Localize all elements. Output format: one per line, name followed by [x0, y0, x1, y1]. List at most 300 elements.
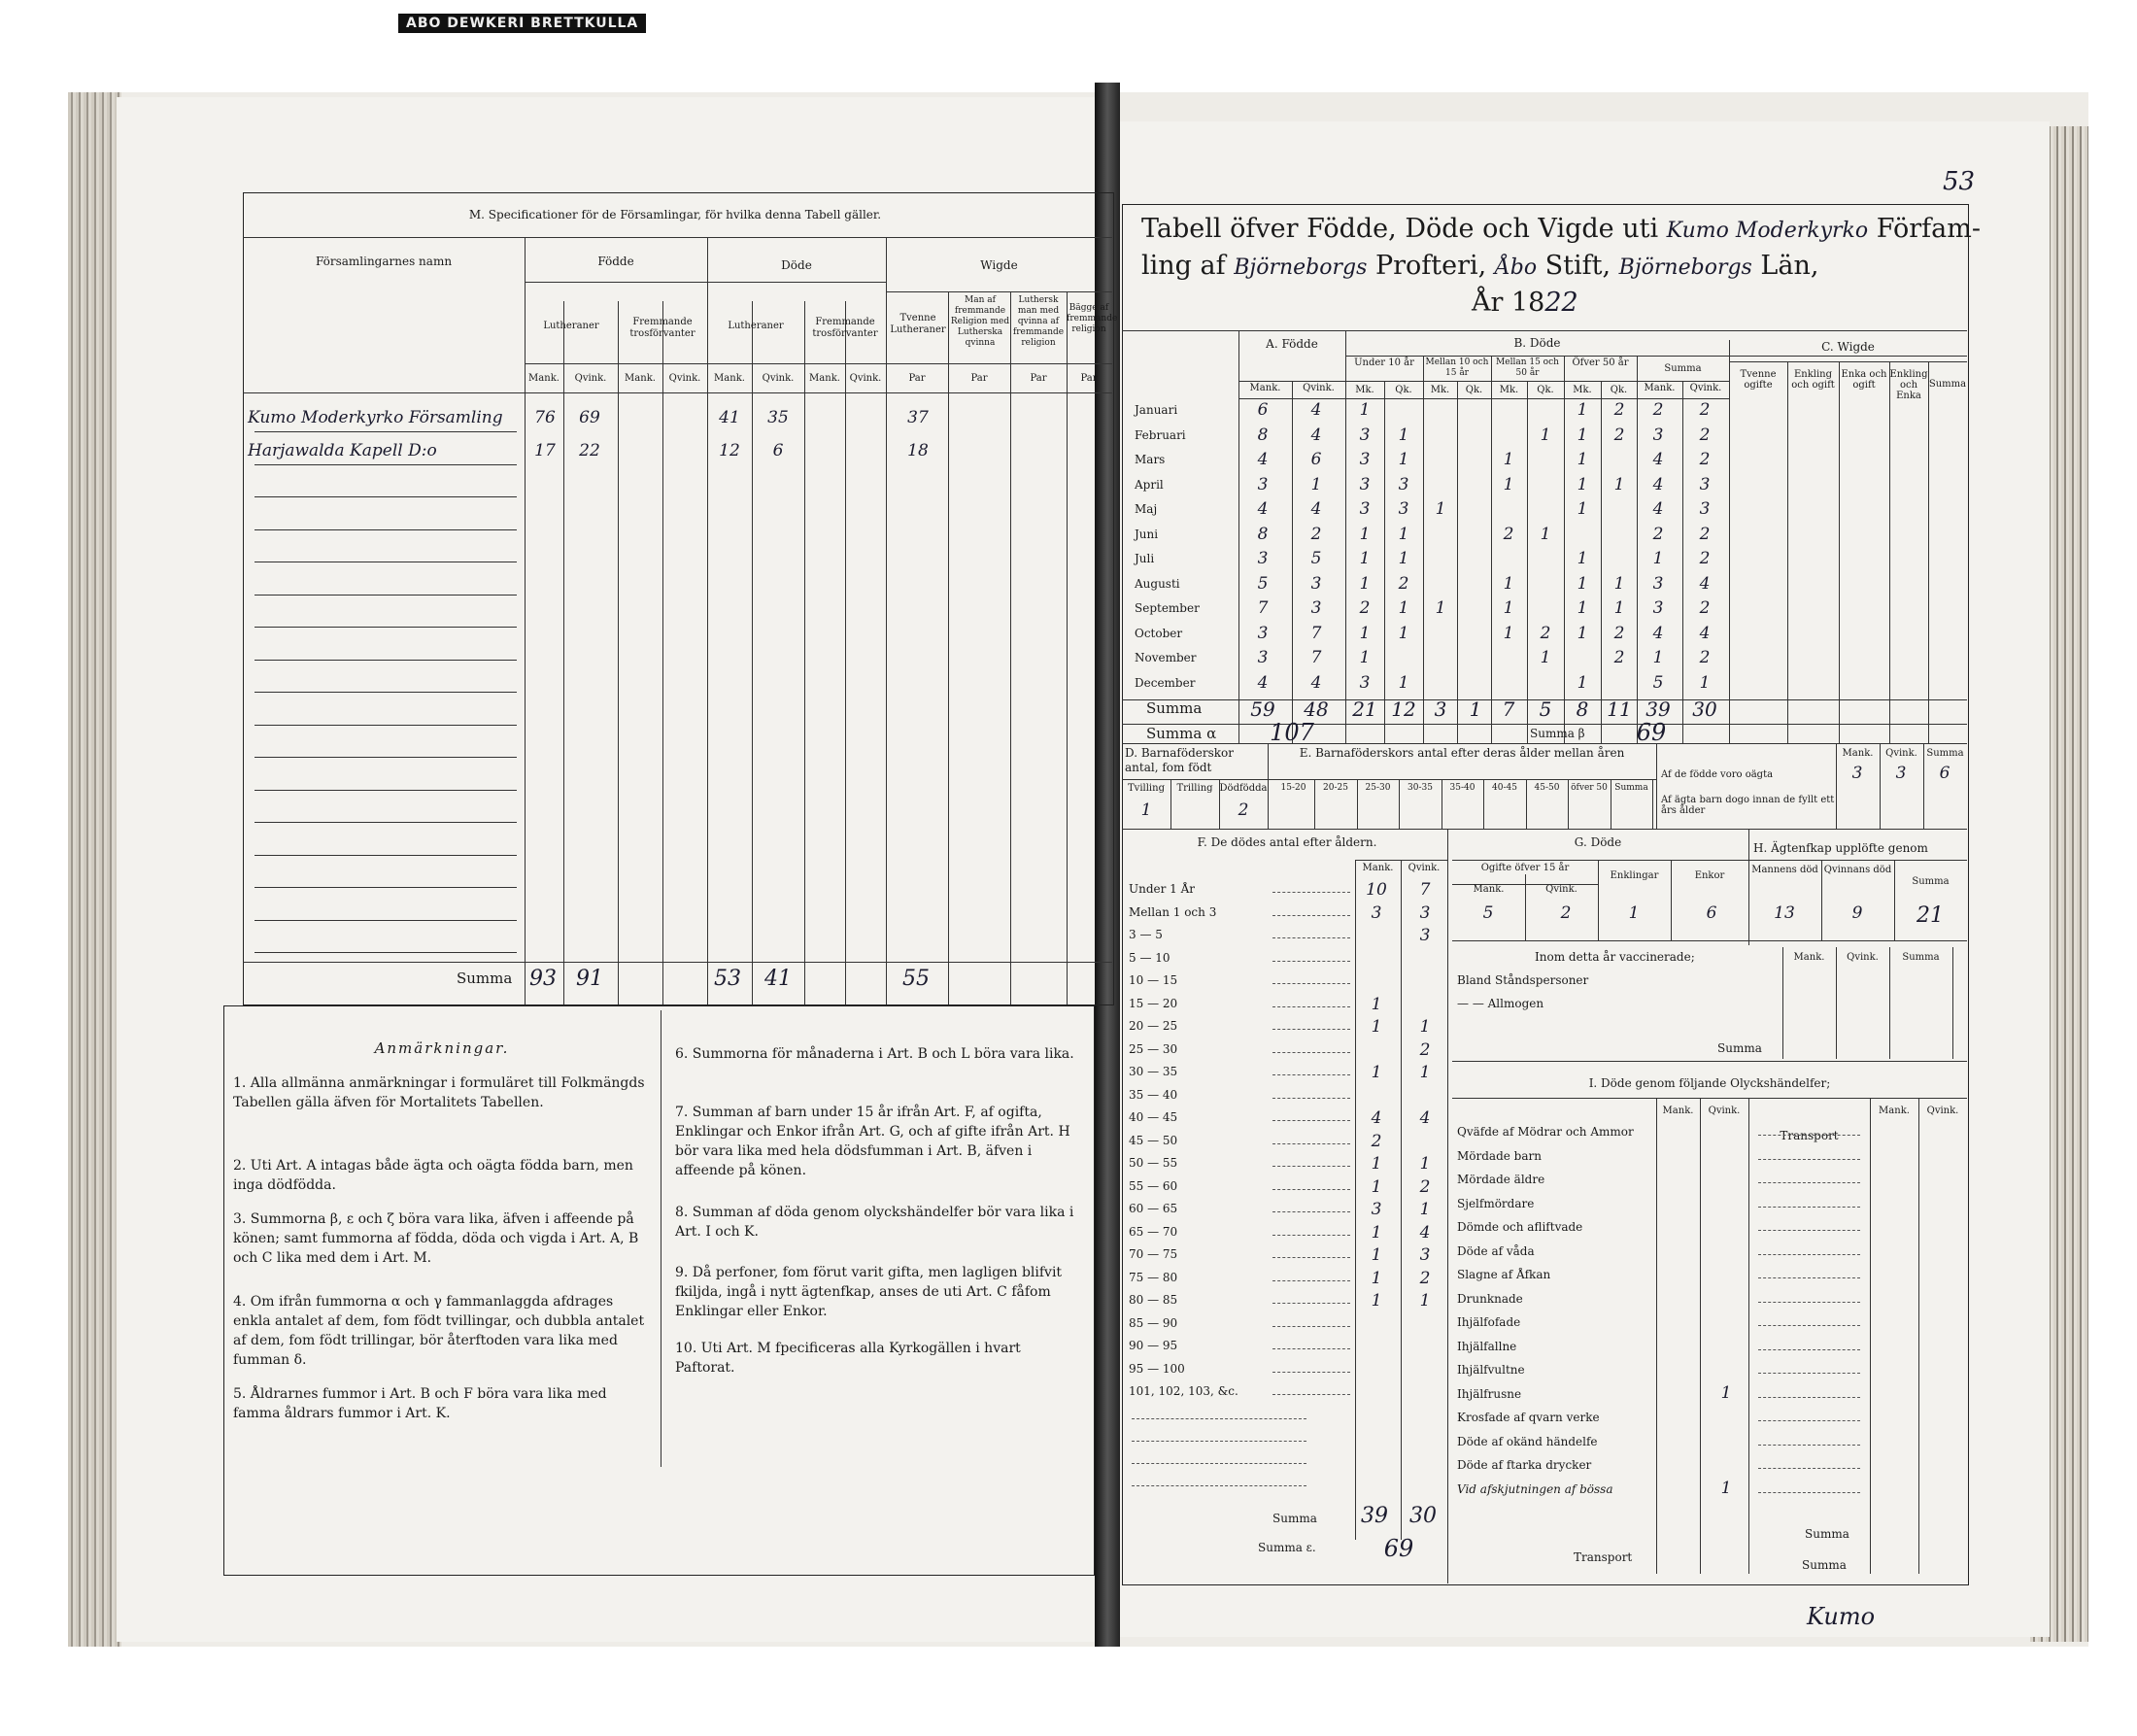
month-summa: 2 — [1699, 598, 1711, 618]
g-ogifte-mank: 5 — [1482, 903, 1494, 923]
m-row-line — [254, 660, 517, 661]
month-fodde: 4 — [1257, 672, 1269, 693]
month-dode: 1 — [1540, 425, 1551, 445]
month-dode: 1 — [1398, 623, 1409, 643]
month-dode: 1 — [1577, 425, 1588, 445]
f-value-qvink: 4 — [1419, 1108, 1431, 1128]
summa-dode: 8 — [1576, 698, 1589, 721]
m-lutheraner-dode: Lutheraner — [728, 321, 784, 331]
summa-fodde: 48 — [1304, 698, 1329, 721]
month-fodde: 3 — [1257, 474, 1269, 494]
summa-dode: 1 — [1469, 698, 1482, 721]
i-row-label: Ihjälfrusne — [1457, 1386, 1522, 1401]
m-summa-wigde: 55 — [902, 967, 930, 991]
title2-prosteri: Björneborgs — [1234, 255, 1368, 280]
month-label: September — [1135, 601, 1200, 615]
e-note-oagta: Af de födde voro oägta — [1661, 769, 1774, 780]
f-age-label: 45 — 50 — [1129, 1133, 1178, 1147]
m-bagge: Bägge af fremmande religion — [1067, 303, 1118, 334]
f-value-mank: 1 — [1371, 1268, 1382, 1288]
e-col-label: 20-25 — [1323, 783, 1348, 793]
f-value-qvink: 2 — [1419, 1176, 1431, 1197]
summa-dode: 3 — [1434, 698, 1447, 721]
f-row-dash — [1272, 961, 1350, 962]
month-fodde: 4 — [1310, 672, 1322, 693]
i-row-label: Ihjälfvultne — [1457, 1363, 1525, 1377]
summa-fodde: 59 — [1250, 698, 1275, 721]
e-oagta-qvink: 3 — [1895, 764, 1907, 783]
i-row-label: Slagne af Åfkan — [1457, 1268, 1551, 1281]
c-tvenne: Tvenne ogifte — [1740, 369, 1777, 391]
m-row-line — [254, 464, 517, 465]
signature: Kumo — [1807, 1603, 1876, 1630]
m-summa-fodde-qvink: 91 — [576, 967, 603, 991]
g-enkor-value: 6 — [1706, 903, 1717, 923]
c-enkling-ogift: Enkling och ogift — [1791, 369, 1835, 391]
m-row-line — [254, 595, 517, 596]
m-hdr-qvink: Qvink. — [574, 373, 607, 384]
art-c-label: C. Wigde — [1821, 340, 1875, 354]
month-dode: 1 — [1398, 524, 1409, 544]
m-wigde-par: 37 — [907, 408, 929, 427]
m-parish-name: Harjawalda Kapell D:o — [248, 440, 437, 460]
month-dode: 2 — [1613, 623, 1625, 643]
m-fodde-mank: 17 — [534, 440, 556, 460]
f-summa-e-value: 69 — [1383, 1535, 1414, 1562]
f-row-dash — [1272, 915, 1350, 916]
f-age-label: 85 — 90 — [1129, 1315, 1178, 1330]
f-age-label: 5 — 10 — [1129, 950, 1170, 965]
month-dode: 1 — [1577, 623, 1588, 643]
f-row-dash — [1272, 1235, 1350, 1236]
title2-mid2: Stift, — [1544, 251, 1611, 281]
f-row-dash — [1272, 1394, 1350, 1395]
f-row-dash — [1272, 1052, 1350, 1053]
m-summa-label: Summa — [457, 970, 513, 987]
archive-stamp: ABO DEWKERI BRETTKULLA — [398, 14, 646, 33]
f-row-dash — [1272, 892, 1350, 893]
m-row-line — [254, 790, 517, 791]
e-col-label: öfver 50 — [1571, 783, 1608, 793]
month-summa: 2 — [1699, 400, 1711, 420]
f-row-dash — [1272, 1006, 1350, 1007]
f-value-mank: 1 — [1371, 1222, 1382, 1242]
title-line3 — [1472, 288, 1578, 318]
art-i-label: I. Döde genom följande Olyckshändelfer; — [1588, 1076, 1831, 1090]
month-dode: 2 — [1503, 524, 1514, 544]
f-value-mank: 3 — [1371, 1200, 1382, 1219]
i-row-value: 1 — [1720, 1382, 1732, 1403]
monthly-summa-label: Summa — [1146, 699, 1203, 717]
m-fremmande-dode: Fremmande trosförvanter — [812, 317, 878, 339]
m-row-line — [254, 627, 517, 628]
f-age-label: Under 1 År — [1129, 882, 1196, 896]
m-row-line — [254, 692, 517, 693]
m-fodde-qvink: 69 — [579, 408, 600, 427]
m-row-line — [254, 431, 517, 432]
i-row-label: Döde af ftarka drycker — [1457, 1458, 1592, 1472]
month-dode: 1 — [1540, 524, 1551, 544]
d-col-label: Dödfödda — [1219, 783, 1268, 794]
i-row-label: Döde af okänd händelfe — [1457, 1434, 1598, 1448]
title2-lan: Björneborgs — [1618, 255, 1752, 280]
i-transport-dash — [1758, 1373, 1860, 1374]
i-row-label: Mördade äldre — [1457, 1173, 1545, 1186]
g-enkor: Enkor — [1694, 870, 1725, 881]
g-enklingar: Enklingar — [1610, 870, 1659, 881]
m-dode-mank: 12 — [719, 440, 740, 460]
i-transport-dash — [1758, 1230, 1860, 1231]
d-col-line — [1170, 779, 1171, 829]
f-row-dash — [1272, 1280, 1350, 1281]
month-dode: 1 — [1577, 400, 1588, 420]
month-dode: 1 — [1577, 549, 1588, 568]
i-row-label: Krosfade af qvarn verke — [1457, 1411, 1600, 1424]
month-summa: 4 — [1652, 450, 1664, 469]
summa-dode: 11 — [1607, 698, 1632, 721]
m-row-line — [254, 920, 517, 921]
m-hdr-par: Par — [970, 373, 988, 384]
title-year: 22 — [1544, 288, 1578, 318]
f-age-label: 25 — 30 — [1129, 1041, 1178, 1056]
summa-dode-total: 30 — [1692, 698, 1717, 721]
i-row-label: Ihjälfallne — [1457, 1339, 1517, 1353]
m-hdr-mank: Mank. — [809, 373, 840, 384]
vacc-hdr-summa: Summa — [1902, 952, 1940, 963]
month-dode: 1 — [1359, 549, 1371, 568]
month-fodde: 7 — [1257, 598, 1269, 618]
month-dode: 1 — [1503, 573, 1514, 594]
f-summa-e-label: Summa ε. — [1258, 1541, 1316, 1554]
f-value-qvink: 1 — [1419, 1154, 1431, 1174]
month-dode: 1 — [1503, 598, 1514, 618]
m-hdr-mank: Mank. — [625, 373, 656, 384]
f-age-label: 80 — 85 — [1129, 1293, 1178, 1307]
note-right: 9. Då perfoner, fom förut varit gifta, men lagligen blifvit fkiljda, ingå i nytt ägtenfkap, anses de uti Art. C fåfom Enklingar eller Enkor. — [675, 1265, 1063, 1319]
f-age-label: 65 — 70 — [1129, 1224, 1178, 1239]
month-dode: 2 — [1359, 598, 1371, 618]
i-row-label: Sjelfmördare — [1457, 1196, 1535, 1210]
month-summa: 2 — [1699, 450, 1711, 469]
month-dode: 1 — [1359, 573, 1371, 594]
f-hdr-qvink: Qvink. — [1408, 863, 1441, 873]
month-dode: 1 — [1577, 499, 1588, 519]
vacc-hdr-qvink: Qvink. — [1847, 952, 1879, 963]
month-summa: 4 — [1699, 573, 1711, 594]
b-hdr-mank: Mank. — [1644, 383, 1676, 393]
month-fodde: 4 — [1257, 450, 1269, 469]
m-hdr-par: Par — [1030, 373, 1047, 384]
i-row-value: 1 — [1720, 1478, 1732, 1498]
i-hdr-qvink: Qvink. — [1708, 1106, 1741, 1116]
month-summa: 2 — [1699, 425, 1711, 445]
month-dode: 1 — [1613, 573, 1625, 594]
summa-beta-label: Summa β — [1530, 727, 1585, 740]
f-age-label: Mellan 1 och 3 — [1129, 904, 1217, 919]
month-dode: 3 — [1398, 474, 1409, 494]
i-row-label: Drunknade — [1457, 1291, 1523, 1306]
month-dode: 1 — [1503, 474, 1514, 494]
m-fremmande-fodde: Fremmande trosförvanter — [629, 317, 695, 339]
f-age-label: 75 — 80 — [1129, 1270, 1178, 1284]
f-row-dash — [1272, 1143, 1350, 1144]
title-line2 — [1141, 251, 1818, 281]
f-value-qvink: 3 — [1419, 926, 1431, 945]
month-dode: 1 — [1359, 400, 1371, 420]
month-fodde: 5 — [1257, 573, 1269, 594]
m-row-line — [254, 952, 517, 953]
i-row-label: Vid afskjutningen af bössa — [1457, 1481, 1613, 1496]
col-wigde: Wigde — [980, 258, 1018, 272]
i-transport-dash — [1758, 1325, 1860, 1326]
f-value-qvink: 3 — [1419, 902, 1431, 923]
f-age-label: 3 — 5 — [1129, 928, 1163, 941]
vacc-title: Inom detta år vaccinerade; — [1535, 950, 1695, 964]
month-summa: 5 — [1652, 672, 1664, 693]
e-hdr-summa: Summa — [1926, 748, 1964, 759]
month-fodde: 3 — [1310, 573, 1322, 594]
summa-dode: 7 — [1502, 698, 1515, 721]
i-transport-dash — [1758, 1159, 1860, 1160]
month-summa: 3 — [1652, 573, 1664, 594]
i-row-label: Mördade barn — [1457, 1148, 1542, 1163]
month-dode: 3 — [1359, 499, 1371, 519]
summa-dode-total: 39 — [1645, 698, 1671, 721]
f-value-mank: 1 — [1371, 1154, 1382, 1174]
i-transport-dash — [1758, 1349, 1860, 1350]
f-blank-dash — [1132, 1441, 1306, 1442]
i-transport-dash — [1758, 1302, 1860, 1303]
b-hdr-qk: Qk. — [1395, 385, 1412, 395]
m-row-line — [254, 757, 517, 758]
m-parish-name: Kumo Moderkyrko Församling — [248, 408, 503, 427]
month-fodde: 7 — [1310, 623, 1322, 643]
g-hdr-mank: Mank. — [1473, 884, 1505, 895]
m-title: M. Specificationer för de Församlingar, för hvilka denna Tabell gäller. — [468, 208, 882, 221]
f-summa-mank: 39 — [1361, 1504, 1388, 1528]
c-enka-ogift: Enka och ogift — [1841, 369, 1887, 391]
f-value-mank: 3 — [1371, 902, 1382, 923]
note-right: 10. Uti Art. M fpecificeras alla Kyrkogällen i hvart Paftorat. — [675, 1341, 1021, 1376]
month-label: Juli — [1135, 552, 1155, 565]
f-age-label: 95 — 100 — [1129, 1361, 1185, 1376]
f-value-qvink: 1 — [1419, 1063, 1431, 1082]
art-g-label: G. Döde — [1574, 835, 1622, 849]
b-15-50: Mellan 15 och 50 år — [1496, 357, 1559, 378]
month-dode: 1 — [1398, 598, 1409, 618]
i-transport-dash — [1758, 1468, 1860, 1469]
note-left: 4. Om ifrån fummorna α och γ fammanlaggda afdrages enkla antalet af dem, fom födt tvillingar, och dubbla antalet af dem, fom födt trillingar, bör återftoden vara lika med fumman δ. — [233, 1294, 645, 1368]
i-hdr-mank: Mank. — [1662, 1106, 1694, 1116]
h-qvinnans: Qvinnans död — [1823, 865, 1892, 875]
f-value-mank: 1 — [1371, 1017, 1382, 1037]
month-fodde: 8 — [1257, 425, 1269, 445]
m-hdr-par: Par — [908, 373, 926, 384]
month-fodde: 4 — [1310, 400, 1322, 420]
title1-parish: Kumo Moderkyrko — [1666, 219, 1869, 243]
month-dode: 1 — [1613, 598, 1625, 618]
b-under10: Under 10 år — [1354, 357, 1414, 368]
month-dode: 2 — [1398, 573, 1409, 594]
month-summa: 2 — [1699, 524, 1711, 544]
month-dode: 3 — [1359, 425, 1371, 445]
i-hdr-qvink-2: Qvink. — [1926, 1106, 1959, 1116]
month-label: Augusti — [1135, 576, 1180, 591]
b-hdr-qk: Qk. — [1465, 385, 1483, 395]
m-fodde-mank: 76 — [534, 408, 556, 427]
month-fodde: 5 — [1310, 549, 1322, 568]
month-label: October — [1135, 626, 1183, 640]
title2-mid: Profteri, — [1374, 251, 1487, 281]
g-ogifte-qvink: 2 — [1560, 903, 1572, 923]
i-transport-dash — [1758, 1254, 1860, 1255]
f-value-mank: 10 — [1366, 880, 1387, 900]
page-edges-left — [68, 92, 121, 1647]
h-qvinnans-value: 9 — [1851, 903, 1863, 923]
month-dode: 1 — [1398, 425, 1409, 445]
vacc-hdr-mank: Mank. — [1793, 952, 1825, 963]
f-row-dash — [1272, 1257, 1350, 1258]
e-col-label: 15-20 — [1280, 783, 1306, 793]
note-left: 1. Alla allmänna anmärkningar i formuläret till Folkmängds Tabellen gälla äfven för Mortalitets Tabellen. — [233, 1075, 645, 1110]
e-hdr-mank: Mank. — [1842, 748, 1874, 759]
month-summa: 1 — [1652, 549, 1664, 568]
col-fodde: Födde — [597, 255, 634, 268]
art-f-label: F. De dödes antal efter åldern. — [1197, 835, 1377, 849]
month-summa: 3 — [1699, 474, 1711, 494]
f-age-label: 55 — 60 — [1129, 1178, 1178, 1193]
b-hdr-mk: Mk. — [1355, 385, 1374, 395]
month-fodde: 3 — [1257, 648, 1269, 667]
title3-text: År 18 — [1472, 288, 1545, 318]
i-transport-dash — [1758, 1492, 1860, 1493]
month-summa: 1 — [1699, 672, 1711, 693]
f-row-dash — [1272, 1348, 1350, 1349]
m-row-line — [254, 725, 517, 726]
i-row-label: Qväfde af Mödrar och Ammor — [1457, 1125, 1634, 1139]
c-summa: Summa — [1928, 379, 1967, 390]
summa-alpha-label: Summa α — [1146, 725, 1217, 742]
month-fodde: 3 — [1257, 623, 1269, 643]
d-col-label: Trilling — [1176, 783, 1213, 794]
f-age-label: 50 — 55 — [1129, 1156, 1178, 1170]
m-tvenne: Tvenne Lutheraner — [890, 313, 946, 335]
month-dode: 1 — [1359, 524, 1371, 544]
i-transport-dash — [1758, 1182, 1860, 1183]
f-age-label: 20 — 25 — [1129, 1019, 1178, 1033]
title1-text: Tabell öfver Födde, Döde och Vigde uti — [1141, 214, 1659, 244]
art-b-label: B. Döde — [1513, 336, 1561, 350]
m-dode-qvink: 6 — [772, 440, 784, 460]
month-fodde: 6 — [1310, 450, 1322, 469]
month-label: Januari — [1135, 403, 1178, 417]
month-dode: 2 — [1613, 425, 1625, 445]
i-transport-header: Transport — [1780, 1129, 1839, 1142]
month-summa: 1 — [1652, 648, 1664, 667]
month-dode: 2 — [1613, 400, 1625, 420]
f-row-dash — [1272, 1372, 1350, 1373]
summa-dode: 5 — [1539, 698, 1552, 721]
month-dode: 2 — [1613, 648, 1625, 667]
f-value-mank: 1 — [1371, 1245, 1382, 1265]
e-note-agta: Af ägta barn dogo innan de fyllt ett års ålder — [1661, 795, 1835, 816]
f-row-dash — [1272, 1303, 1350, 1304]
e-oagta-mank: 3 — [1851, 764, 1863, 783]
month-label: November — [1135, 651, 1197, 664]
title2-stift: Åbo — [1494, 255, 1538, 280]
m-hdr-par: Par — [1080, 373, 1098, 384]
e-col-label: 45-50 — [1534, 783, 1560, 793]
m-summa-dode-mank: 53 — [714, 967, 741, 991]
month-dode: 3 — [1359, 474, 1371, 494]
e-hdr-qvink: Qvink. — [1885, 748, 1917, 759]
month-label: Februari — [1135, 427, 1186, 442]
m-wigde-par: 18 — [907, 440, 929, 460]
b-hdr-qk: Qk. — [1610, 385, 1628, 395]
f-value-qvink: 7 — [1419, 880, 1431, 900]
m-dode-mank: 41 — [719, 408, 740, 427]
vacc-row-standspersoner: Bland Ståndspersoner — [1457, 973, 1589, 987]
month-dode: 1 — [1577, 598, 1588, 618]
b-hdr-qk: Qk. — [1537, 385, 1554, 395]
page-number: 53 — [1943, 167, 1976, 196]
f-value-mank: 1 — [1371, 1176, 1382, 1197]
f-blank-dash — [1132, 1418, 1306, 1419]
b-ofver50: Öfver 50 år — [1572, 357, 1629, 368]
art-a-label: A. Födde — [1266, 337, 1318, 351]
month-summa: 4 — [1652, 474, 1664, 494]
f-age-label: 60 — 65 — [1129, 1202, 1178, 1215]
f-row-dash — [1272, 1166, 1350, 1167]
f-age-label: 90 — 95 — [1129, 1339, 1178, 1352]
f-row-dash — [1272, 1211, 1350, 1212]
month-dode: 2 — [1540, 623, 1551, 643]
e-col-line — [1652, 779, 1653, 829]
f-row-dash — [1272, 1189, 1350, 1190]
i-transport-dash — [1758, 1445, 1860, 1446]
month-dode: 1 — [1398, 672, 1409, 693]
i-transport-dash — [1758, 1277, 1860, 1278]
d-col-line — [1219, 779, 1220, 829]
month-dode: 1 — [1577, 573, 1588, 594]
f-value-qvink: 4 — [1419, 1222, 1431, 1242]
m-summa-dode-qvink: 41 — [764, 967, 792, 991]
f-age-label: 35 — 40 — [1129, 1087, 1178, 1102]
month-fodde: 6 — [1257, 400, 1269, 420]
month-fodde: 7 — [1310, 648, 1322, 667]
month-summa: 2 — [1699, 648, 1711, 667]
summa-beta-value: 69 — [1636, 719, 1667, 746]
summa-dode: 12 — [1391, 698, 1416, 721]
m-hdr-mank: Mank. — [714, 373, 745, 384]
m-man-af: Man af fremmande Religion med Lutherska qvinna — [950, 295, 1010, 348]
m-hdr-qvink: Qvink. — [668, 373, 701, 384]
i-row-label: Ihjälfofade — [1457, 1315, 1521, 1329]
month-label: April — [1135, 477, 1164, 492]
month-summa: 2 — [1652, 524, 1664, 544]
b-summa: Summa — [1664, 363, 1702, 374]
f-blank-dash — [1132, 1485, 1306, 1486]
f-row-dash — [1272, 1120, 1350, 1121]
f-value-mank: 2 — [1371, 1131, 1382, 1151]
note-right: 6. Summorna för månaderna i Art. B och L böra vara lika. — [675, 1046, 1074, 1062]
title-line1 — [1141, 214, 1981, 244]
f-value-qvink: 1 — [1419, 1200, 1431, 1219]
vacc-summa: Summa — [1717, 1041, 1762, 1055]
i-transport-dash — [1758, 1397, 1860, 1398]
note-right: 8. Summan af döda genom olyckshändelfer bör vara lika i Art. I och K. — [675, 1205, 1074, 1240]
b-hdr-mk: Mk. — [1573, 385, 1592, 395]
